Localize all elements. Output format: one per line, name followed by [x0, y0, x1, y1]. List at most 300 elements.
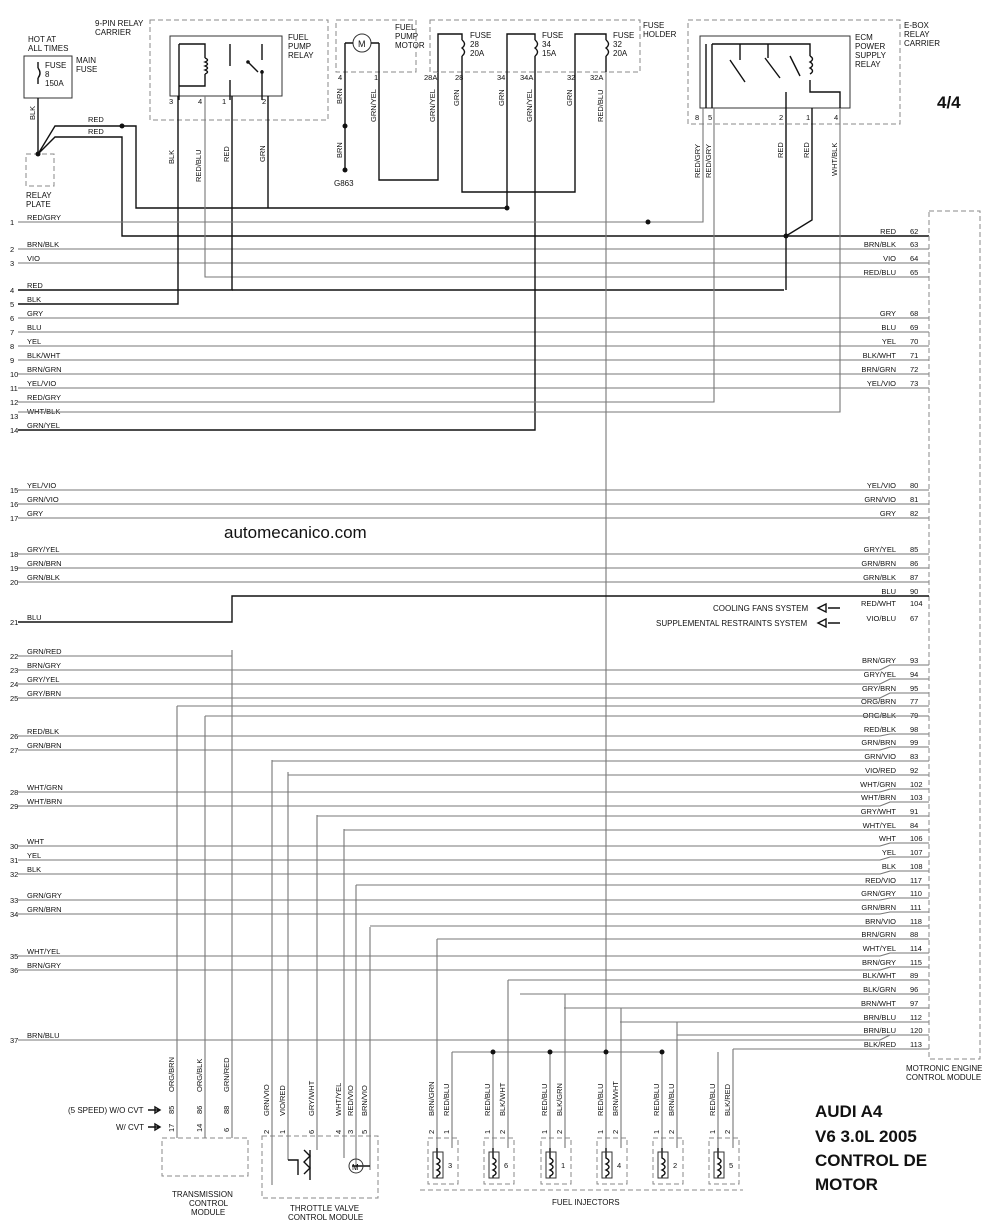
ecm-pin-wire-label: YEL/VIO — [866, 379, 896, 388]
fuse-32-label: FUSE — [613, 31, 635, 40]
injector-wire-label: RED/BLU — [483, 1083, 492, 1116]
injector-wire-label: BLK/RED — [723, 1083, 732, 1116]
ecm-pin-wire-label: WHT/BRN — [861, 793, 896, 802]
ecm-pin-number: 108 — [910, 862, 923, 871]
ecm-pin-number: 73 — [910, 379, 919, 388]
row-wire-label: WHT/YEL — [27, 947, 61, 956]
row-wire-label: GRN/RED — [27, 647, 62, 656]
throttle-pin-6: 6 — [307, 1129, 316, 1134]
tcm-row-label-a: (5 SPEED) W/O CVT — [68, 1106, 144, 1115]
throttle-wire-grywht: GRY/WHT — [307, 1080, 316, 1116]
ecm-pin-number: 63 — [910, 240, 919, 249]
row-number: 5 — [10, 300, 15, 309]
ecm-pin-wire-label: GRY/YEL — [863, 545, 896, 554]
row-wire-label: GRN/BRN — [27, 905, 62, 914]
ecm-pin-number: 83 — [910, 752, 919, 761]
ecm-pin-number: 103 — [910, 793, 923, 802]
row-wire-label: YEL/VIO — [27, 481, 57, 490]
ecm-relay-line-1: ECM — [855, 33, 873, 42]
throttle-wire-grnvio: GRN/VIO — [262, 1084, 271, 1116]
row-wire-label: RED/GRY — [27, 393, 62, 402]
fuel-injector — [708, 1049, 739, 1184]
wire-red-to-splice — [122, 126, 507, 208]
title-line-3: CONTROL DE — [815, 1151, 928, 1170]
ecm-module-line-2: CONTROL MODULE — [906, 1073, 982, 1082]
throttle-pin-3: 3 — [346, 1129, 355, 1134]
fuel-pump-relay-pin-2: 2 — [262, 97, 267, 106]
wire-label-grnyel-34a: GRN/YEL — [525, 89, 534, 122]
ecm-pin-wire-label: GRN/VIO — [864, 752, 896, 761]
ecm-pin-number: 120 — [910, 1026, 923, 1035]
throttle-pin-2: 2 — [262, 1129, 271, 1134]
ecm-relay-pin-2: 2 — [779, 113, 784, 122]
ecm-pin-wire-label: RED/WHT — [861, 599, 896, 608]
ecm-pin-number: 90 — [910, 587, 919, 596]
row-number: 29 — [10, 802, 19, 811]
row-wire-label: BRN/BLK — [27, 240, 60, 249]
junction-inj-2 — [548, 1050, 553, 1055]
ground-label-g863: G863 — [334, 179, 354, 188]
ecm-pin-wire-label: VIO/BLU — [866, 614, 896, 623]
injector-pin: 2 — [723, 1129, 732, 1134]
fuel-pump-motor-line-1: FUEL — [395, 23, 416, 32]
fuel-injector — [427, 939, 458, 1184]
relay-plate-box — [26, 154, 54, 186]
ecm-pin-number: 106 — [910, 834, 923, 843]
row-number: 33 — [10, 896, 19, 905]
row-number: 19 — [10, 564, 19, 573]
row-number: 4 — [10, 286, 15, 295]
fuel-injectors-group — [427, 939, 739, 1184]
ecm-pin-number: 70 — [910, 337, 919, 346]
fuse-28-number: 28 — [470, 40, 479, 49]
main-fuse-title-2: ALL TIMES — [28, 44, 69, 53]
throttle-motor-symbol: M — [352, 1163, 359, 1172]
ebox-line-2: RELAY — [904, 30, 930, 39]
row-number: 26 — [10, 732, 19, 741]
injector-wire-label: RED/BLU — [708, 1083, 717, 1116]
throttle-pin-1: 1 — [278, 1129, 287, 1134]
ecm-pin-number: 62 — [910, 227, 919, 236]
fuel-injector — [540, 994, 571, 1184]
wire-label-redblu-relay: RED/BLU — [194, 149, 203, 182]
junction-redgry — [646, 220, 651, 225]
fuel-pump-relay-box — [170, 36, 282, 96]
fuse-34-element — [535, 40, 538, 56]
harness-wire — [18, 693, 929, 698]
srs-label: SUPPLEMENTAL RESTRAINTS SYSTEM — [656, 619, 808, 628]
ebox-line-3: CARRIER — [904, 39, 941, 48]
wire-label-brn-ground: BRN — [335, 142, 344, 158]
row-wire-label: BLU — [27, 323, 42, 332]
throttle-wires — [272, 760, 370, 1185]
throttle-wire-viored: VIO/RED — [278, 1085, 287, 1116]
ecm-pin-number: 95 — [910, 684, 919, 693]
fuel-pump-motor-line-2: PUMP — [395, 32, 419, 41]
ecm-pin-number: 104 — [910, 599, 923, 608]
ecm-pin-number: 92 — [910, 766, 919, 775]
row-number: 37 — [10, 1036, 19, 1045]
tcm-wire-orgbrn: ORG/BRN — [167, 1056, 176, 1092]
row-wire-label: BLK — [27, 865, 42, 874]
throttle-line-2: CONTROL MODULE — [288, 1213, 364, 1222]
ecm-pin-number: 110 — [910, 889, 922, 898]
ecm-pin-number: 118 — [910, 917, 922, 926]
fuse-34-number: 34 — [542, 40, 551, 49]
row-wire-label: YEL — [27, 337, 42, 346]
row-wire-label: GRY — [27, 509, 44, 518]
fuel-injector — [652, 1022, 683, 1184]
injector-wire-label: BLK/GRN — [555, 1083, 564, 1116]
ecm-pin-number: 96 — [910, 985, 919, 994]
fuse-34-circuit — [507, 34, 535, 72]
ecm-pin-wire-label: GRY/BRN — [861, 684, 896, 693]
ecm-pin-wire-label: BLK/RED — [863, 1040, 896, 1049]
fuel-pump-motor-pin-1: 1 — [374, 73, 379, 82]
row-wire-label: BRN/GRN — [27, 365, 62, 374]
ecm-pin-wire-label: BRN/BLU — [863, 1026, 896, 1035]
row-number: 8 — [10, 342, 15, 351]
injector-cylinder-number: 2 — [673, 1161, 678, 1170]
wire-label-grn-28: GRN — [452, 89, 461, 106]
wire-label-grnyel-28a: GRN/YEL — [428, 89, 437, 122]
ecm-pin-number: 97 — [910, 999, 919, 1008]
ecm-pin-wire-label: BLU — [881, 587, 896, 596]
ecm-pin-wire-label: BLK/WHT — [862, 971, 896, 980]
row-wire-label: GRY — [27, 309, 44, 318]
harness-wire — [18, 734, 929, 736]
ecm-pin-number: 77 — [910, 697, 919, 706]
harness-wire — [18, 912, 929, 914]
injector-cylinder-number: 4 — [617, 1161, 622, 1170]
fuse-pin-34: 34 — [497, 73, 506, 82]
row-number: 2 — [10, 245, 15, 254]
ebox-line-1: E-BOX — [904, 21, 929, 30]
arrow-row-b — [148, 1124, 160, 1130]
watermark: automecanico.com — [224, 523, 367, 542]
row-number: 15 — [10, 486, 19, 495]
injector-pin: 1 — [483, 1129, 492, 1134]
title-line-4: MOTOR — [815, 1175, 878, 1194]
injector-wire-label: BRN/GRN — [427, 1081, 436, 1116]
ecm-pin-wire-label: GRN/BRN — [861, 559, 896, 568]
wire-label-blk-mainfuse: BLK — [28, 105, 37, 120]
row-wire-label: WHT — [27, 837, 45, 846]
injector-wire-label: BLK/WHT — [498, 1082, 507, 1116]
ecm-pin-number: 98 — [910, 725, 919, 734]
fuse-34-label: FUSE — [542, 31, 564, 40]
injector-wire-label: BRN/BLU — [667, 1083, 676, 1116]
injector-wire-label: RED/BLU — [596, 1083, 605, 1116]
tcm-pin-85: 85 — [167, 1105, 176, 1114]
row-wire-label: YEL — [27, 851, 42, 860]
harness-wire — [18, 898, 929, 900]
ecm-pin-number: 68 — [910, 309, 919, 318]
wire-label-grn-34: GRN — [497, 89, 506, 106]
ecm-pin-wire-label: BRN/WHT — [861, 999, 896, 1008]
junction-inj-3 — [604, 1050, 609, 1055]
throttle-module-box — [262, 1136, 378, 1198]
ecm-pin-wire-label: BLK/WHT — [862, 351, 896, 360]
ecm-pin-number: 67 — [910, 614, 919, 623]
row-wire-label: BRN/BLU — [27, 1031, 60, 1040]
row-wire-label: GRN/YEL — [27, 421, 60, 430]
row-wire-label: GRN/GRY — [27, 891, 62, 900]
wire-red-to-ecm-relay — [120, 137, 784, 236]
row-number: 27 — [10, 746, 19, 755]
harness-wire — [18, 967, 929, 970]
row-wire-label: GRY/BRN — [27, 689, 62, 698]
ecm-relay-pin-5: 5 — [708, 113, 713, 122]
relay-carrier-line-1: 9-PIN RELAY — [95, 19, 144, 28]
wire-label-brn-motor: BRN — [335, 88, 344, 104]
ecm-pin-wire-label: BRN/GRY — [861, 656, 896, 665]
ecm-pin-wire-label: GRY/WHT — [860, 807, 896, 816]
row-wire-label: VIO — [27, 254, 40, 263]
fuse-pin-32: 32 — [567, 73, 576, 82]
ecm-pin-wire-label: YEL — [881, 337, 896, 346]
ecm-pin-number: 99 — [910, 738, 919, 747]
row-number: 6 — [10, 314, 15, 323]
ecm-pin-wire-label: BRN/GRN — [861, 365, 896, 374]
tcm-wire-grnred: GRN/RED — [222, 1057, 231, 1092]
ecm-module-box — [929, 211, 980, 1059]
wire-label-redblu-32a: RED/BLU — [596, 89, 605, 122]
main-fuse-rating: 150A — [45, 79, 64, 88]
fuse-32-element — [606, 40, 609, 56]
fuel-pump-relay-pin-4: 4 — [198, 97, 203, 106]
row-wire-label: GRN/BLK — [27, 573, 60, 582]
title-line-1: AUDI A4 — [815, 1102, 883, 1121]
ecm-pin-wire-label: GRN/BRN — [861, 738, 896, 747]
row-number: 1 — [10, 218, 15, 227]
wire-grnyel-motor — [379, 72, 438, 180]
relay-contact-a — [246, 60, 250, 64]
row-number: 17 — [10, 514, 19, 523]
relay-carrier-line-2: CARRIER — [95, 28, 132, 37]
ecm-pin-wire-label: VIO/RED — [865, 766, 896, 775]
fuel-injector — [596, 1008, 627, 1184]
wire-label-redgry-8: RED/GRY — [693, 143, 702, 178]
tcm-pin-14: 14 — [195, 1123, 204, 1132]
injector-pin: 2 — [667, 1129, 676, 1134]
fuse-pin-28a: 28A — [424, 73, 438, 82]
wire-red-ecm-pin1 — [786, 108, 812, 236]
fuse-28-element — [462, 40, 465, 56]
harness-wire — [18, 679, 929, 684]
row-wire-label: WHT/GRN — [27, 783, 63, 792]
row-number: 7 — [10, 328, 15, 337]
row-number: 32 — [10, 870, 19, 879]
fuel-pump-relay-coil — [205, 58, 208, 74]
harness-wire — [18, 1035, 929, 1040]
injector-cylinder-number: 1 — [561, 1161, 566, 1170]
ecm-pin-wire-label: GRY — [879, 509, 896, 518]
harness-wire — [18, 843, 929, 846]
main-fuse-title-1: HOT AT — [28, 35, 57, 44]
fuse-32-number: 32 — [613, 40, 622, 49]
ecm-pin-wire-label: GRN/VIO — [864, 495, 896, 504]
main-fuse-name-1: MAIN — [76, 56, 96, 65]
row-number: 23 — [10, 666, 19, 675]
wire-label-whtblk-4: WHT/BLK — [830, 142, 839, 176]
row-number: 3 — [10, 259, 15, 268]
row-number: 30 — [10, 842, 19, 851]
ecm-pin-wire-label: RED/BLU — [863, 268, 896, 277]
ecm-pin-number: 80 — [910, 481, 919, 490]
tcm-pin-17: 17 — [167, 1123, 176, 1132]
ecm-pin-number: 115 — [910, 958, 922, 967]
fuel-pump-relay-internal — [179, 44, 262, 100]
row-number: 24 — [10, 680, 19, 689]
ecm-pin-wire-label: RED/VIO — [865, 876, 896, 885]
wire-label-grn-relay: GRN — [258, 145, 267, 162]
wire-label-red-1: RED — [802, 142, 811, 158]
wire-label-redgry-5: RED/GRY — [704, 143, 713, 178]
ecm-pin-number: 72 — [910, 365, 919, 374]
ecm-pin-list — [177, 227, 929, 1049]
row-wire-label: WHT/BRN — [27, 797, 62, 806]
row-wire-label: RED — [27, 281, 43, 290]
ecm-pin-wire-label: BRN/VIO — [865, 917, 896, 926]
ecm-pin-number: 94 — [910, 670, 919, 679]
row-number: 9 — [10, 356, 15, 365]
fuel-pump-motor-symbol: M — [358, 39, 366, 49]
sheet-number: 4/4 — [937, 93, 961, 112]
row-number: 16 — [10, 500, 19, 509]
injector-pin: 1 — [652, 1129, 661, 1134]
injector-pin: 1 — [442, 1129, 451, 1134]
ecm-pin-wire-label: WHT/YEL — [862, 821, 896, 830]
wire-label-red-relay: RED — [222, 146, 231, 162]
harness-rows — [10, 213, 929, 1045]
row-number: 36 — [10, 966, 19, 975]
fuse-28-label: FUSE — [470, 31, 492, 40]
ecm-pin-wire-label: ORG/BRN — [860, 697, 896, 706]
row-wire-label: GRN/BRN — [27, 741, 62, 750]
fuel-pump-motor-line-3: MOTOR — [395, 41, 425, 50]
fuel-pump-relay-pin-1: 1 — [222, 97, 227, 106]
fuse-pin-28: 28 — [455, 73, 464, 82]
row-wire-label: BRN/GRY — [27, 661, 62, 670]
arrow-srs — [818, 619, 840, 627]
injector-pin: 1 — [708, 1129, 717, 1134]
title-line-2: V6 3.0L 2005 — [815, 1127, 917, 1146]
junction-inj-4 — [660, 1050, 665, 1055]
injector-pin: 2 — [427, 1129, 436, 1134]
tcm-line-3: MODULE — [191, 1208, 226, 1217]
ecm-relay-coil — [810, 56, 813, 74]
fuse-28-circuit — [438, 34, 462, 72]
row-number: 18 — [10, 550, 19, 559]
row-number: 10 — [10, 370, 19, 379]
ecm-pin-wire-label: RED/BLK — [863, 725, 896, 734]
junction-grn — [505, 206, 510, 211]
row-wire-label: WHT/BLK — [27, 407, 61, 416]
tcm-pin-88: 88 — [222, 1105, 231, 1114]
row-number: 25 — [10, 694, 19, 703]
harness-wire — [18, 665, 929, 670]
ecm-pin-wire-label: YEL — [881, 848, 896, 857]
ecm-pin-wire-label: WHT — [878, 834, 896, 843]
injector-pin: 2 — [498, 1129, 507, 1134]
fuse-32-rating: 20A — [613, 49, 628, 58]
fuel-pump-relay-pin-3: 3 — [169, 97, 174, 106]
ecm-pin-number: 69 — [910, 323, 919, 332]
ecm-pin-number: 113 — [910, 1040, 922, 1049]
fuse-32-circuit — [575, 34, 606, 72]
injector-pin: 2 — [555, 1129, 564, 1134]
row-wire-label: BRN/GRY — [27, 961, 62, 970]
row-number: 11 — [10, 384, 18, 393]
main-fuse-label: FUSE — [45, 61, 67, 70]
row-wire-label: BLK/WHT — [27, 351, 61, 360]
ecm-pin-wire-label: RED — [880, 227, 896, 236]
row-number: 22 — [10, 652, 19, 661]
ecm-pin-number: 64 — [910, 254, 919, 263]
ecm-pin-number: 65 — [910, 268, 919, 277]
junction-inj-1 — [491, 1050, 496, 1055]
wire-label-red-b: RED — [88, 127, 104, 136]
fuse-holder-line-2: HOLDER — [643, 30, 677, 39]
main-fuse-name-2: FUSE — [76, 65, 98, 74]
ecm-pin-wire-label: YEL/VIO — [866, 481, 896, 490]
ecm-pin-number: 87 — [910, 573, 919, 582]
wire-label-grnyel-motor: GRN/YEL — [369, 89, 378, 122]
ecm-pin-wire-label: WHT/GRN — [860, 780, 896, 789]
ecm-pin-number: 86 — [910, 559, 919, 568]
harness-wire — [18, 747, 929, 750]
row-number: 14 — [10, 426, 19, 435]
fuel-pump-relay-line-2: PUMP — [288, 42, 312, 51]
ecm-pin-wire-label: GRN/BLK — [863, 573, 896, 582]
row-number: 28 — [10, 788, 19, 797]
throttle-potentiometer — [304, 1150, 310, 1174]
ecm-pin-number: 93 — [910, 656, 919, 665]
row-number: 35 — [10, 952, 19, 961]
ecm-relay-internal — [706, 44, 840, 108]
ecm-pin-wire-label: BLK — [881, 862, 896, 871]
ecm-pin-number: 85 — [910, 545, 919, 554]
arrow-cooling-fans — [818, 604, 840, 612]
ecm-pin-wire-label: GRN/GRY — [861, 889, 896, 898]
ecm-relay-line-3: SUPPLY — [855, 51, 886, 60]
row-wire-label: GRY/YEL — [27, 545, 60, 554]
fuel-pump-relay-line-3: RELAY — [288, 51, 314, 60]
row-number: 31 — [10, 856, 19, 865]
ecm-relay-pin-1: 1 — [806, 113, 811, 122]
ecm-pin-wire-label: GRY/YEL — [863, 670, 896, 679]
injectors-label: FUEL INJECTORS — [552, 1198, 620, 1207]
row-wire-label: GRN/BRN — [27, 559, 62, 568]
row-number: 20 — [10, 578, 19, 587]
fuel-pump-relay-switch — [248, 62, 258, 72]
ecm-pin-wire-label: GRN/BRN — [861, 903, 896, 912]
ecm-pin-number: 102 — [910, 780, 923, 789]
tcm-box — [162, 1138, 248, 1176]
injector-wire-label: BRN/WHT — [611, 1081, 620, 1116]
relay-plate-red-wires — [38, 126, 120, 154]
harness-wire — [18, 789, 929, 792]
harness-wire — [18, 857, 929, 860]
ecm-pin-number: 79 — [910, 711, 919, 720]
row-wire-label: GRN/VIO — [27, 495, 59, 504]
fuel-injector — [483, 980, 514, 1184]
wire-label-red-2: RED — [776, 142, 785, 158]
ecm-relay-line-4: RELAY — [855, 60, 881, 69]
ecm-pin-number: 84 — [910, 821, 919, 830]
row-number: 12 — [10, 398, 19, 407]
